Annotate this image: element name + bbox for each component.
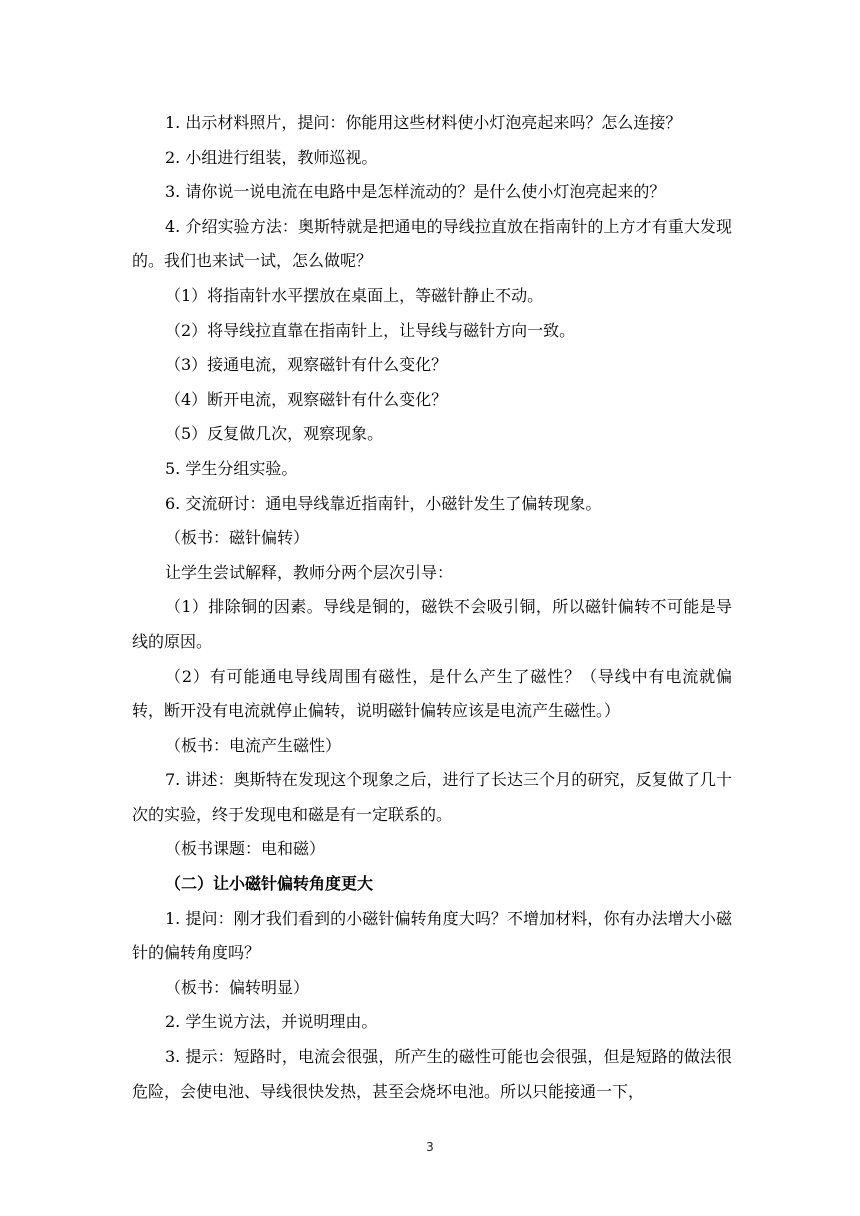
paragraph: （5）反复做几次，观察现象。: [165, 424, 384, 444]
section-heading: （二）让小磁针偏转角度更大: [165, 874, 374, 894]
paragraph: 1. 提问：刚才我们看到的小磁针偏转角度大吗？不增加材料，你有办法增大小磁针的偏转角度吗？: [132, 908, 732, 963]
paragraph: 2. 学生说方法，并说明理由。: [165, 1012, 378, 1032]
paragraph: （2）将导线拉直靠在指南针上，让导线与磁针方向一致。: [165, 320, 576, 340]
paragraph: （板书：磁针偏转）: [165, 528, 310, 548]
paragraph: （1）将指南针水平摆放在桌面上，等磁针静止不动。: [165, 285, 544, 305]
paragraph: 3. 请你说一说电流在电路中是怎样流动的？是什么使小灯泡亮起来的？: [165, 182, 666, 202]
paragraph: 2. 小组进行组装，教师巡视。: [165, 147, 378, 167]
paragraph: 4. 介绍实验方法：奥斯特就是把通电的导线拉直放在指南针的上方才有重大发现的。我们也来试一试，怎么做呢？: [132, 216, 732, 271]
paragraph: 5. 学生分组实验。: [165, 458, 298, 478]
paragraph: 1. 出示材料照片，提问：你能用这些材料使小灯泡亮起来吗？怎么连接？: [165, 113, 682, 132]
page-number: 3: [426, 1140, 434, 1154]
paragraph: （板书：偏转明显）: [165, 977, 310, 997]
paragraph: 7. 讲述：奥斯特在发现这个现象之后，进行了长达三个月的研究，反复做了几十次的实验，终于发现电和磁是有一定联系的。: [132, 770, 732, 824]
paragraph: 3. 提示：短路时，电流会很强，所产生的磁性可能也会很强，但是短路的做法很危险，会使电池、导线很快发热，甚至会烧坏电池。所以只能接通一下，: [132, 1047, 732, 1101]
paragraph: 6. 交流研讨：通电导线靠近指南针，小磁针发生了偏转现象。: [165, 493, 602, 513]
paragraph: 让学生尝试解释，教师分两个层次引导：: [165, 562, 454, 582]
paragraph: （3）接通电流，观察磁针有什么变化？: [165, 355, 448, 375]
paragraph: （板书：电流产生磁性）: [165, 735, 342, 755]
paragraph: （1）排除铜的因素。导线是铜的，磁铁不会吸引铜，所以磁针偏转不可能是导线的原因。: [132, 597, 732, 651]
paragraph: （4）断开电流，观察磁针有什么变化？: [165, 389, 448, 409]
paragraph: （2）有可能通电导线周围有磁性，是什么产生了磁性？（导线中有电流就偏转，断开没有电流就停止偏转，说明磁针偏转应该是电流产生磁性。）: [132, 666, 732, 721]
body-text: [132, 106, 732, 1109]
paragraph: （板书课题：电和磁）: [165, 839, 326, 859]
